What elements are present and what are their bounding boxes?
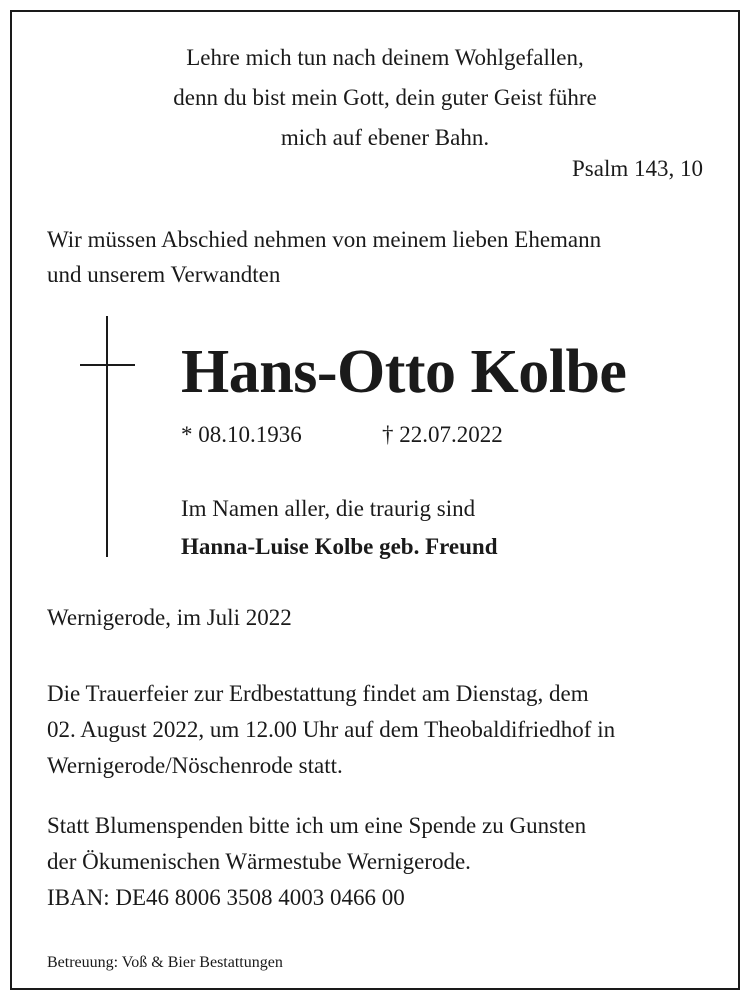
iban-line: IBAN: DE46 8006 3508 4003 0466 00 <box>47 885 405 910</box>
cross-vertical-bar <box>106 316 108 557</box>
verse-source: Psalm 143, 10 <box>572 156 703 181</box>
mourners-intro: Im Namen aller, die traurig sind <box>181 496 476 521</box>
cross-horizontal-bar <box>80 364 135 366</box>
funeral-line: 02. August 2022, um 12.00 Uhr auf dem Theobaldifriedhof in <box>47 717 616 742</box>
funeral-line: Wernigerode/Nöschenrode statt. <box>47 753 343 778</box>
funeral-line: Die Trauerfeier zur Erdbestattung findet am Dienstag, dem <box>47 681 589 706</box>
birth-date: * 08.10.1936 <box>181 422 302 447</box>
donation-info <box>47 808 727 916</box>
mourners-block <box>181 490 498 566</box>
undertaker-credit: Betreuung: Voß & Bier Bestattungen <box>47 954 283 971</box>
intro-text <box>47 222 601 292</box>
intro-line: Wir müssen Abschied nehmen von meinem lieben Ehemann <box>47 227 602 252</box>
donation-line: der Ökumenischen Wärmestube Wernigerode. <box>47 849 471 874</box>
verse-line: denn du bist mein Gott, dein guter Geist führe <box>173 85 597 110</box>
verse-line: mich auf ebener Bahn. <box>280 125 490 150</box>
funeral-info <box>47 676 727 784</box>
intro-line: und unserem Verwandten <box>47 262 281 287</box>
place-date: Wernigerode, im Juli 2022 <box>47 605 292 630</box>
mourner-name: Hanna-Luise Kolbe geb. Freund <box>181 534 498 559</box>
death-date: † 22.07.2022 <box>382 422 503 447</box>
donation-line: Statt Blumenspenden bitte ich um eine Spende zu Gunsten <box>47 813 587 838</box>
deceased-name: Hans-Otto Kolbe <box>181 338 627 406</box>
bible-verse <box>12 38 750 158</box>
verse-line: Lehre mich tun nach deinem Wohlgefallen, <box>186 45 584 70</box>
obituary-frame <box>10 10 740 990</box>
